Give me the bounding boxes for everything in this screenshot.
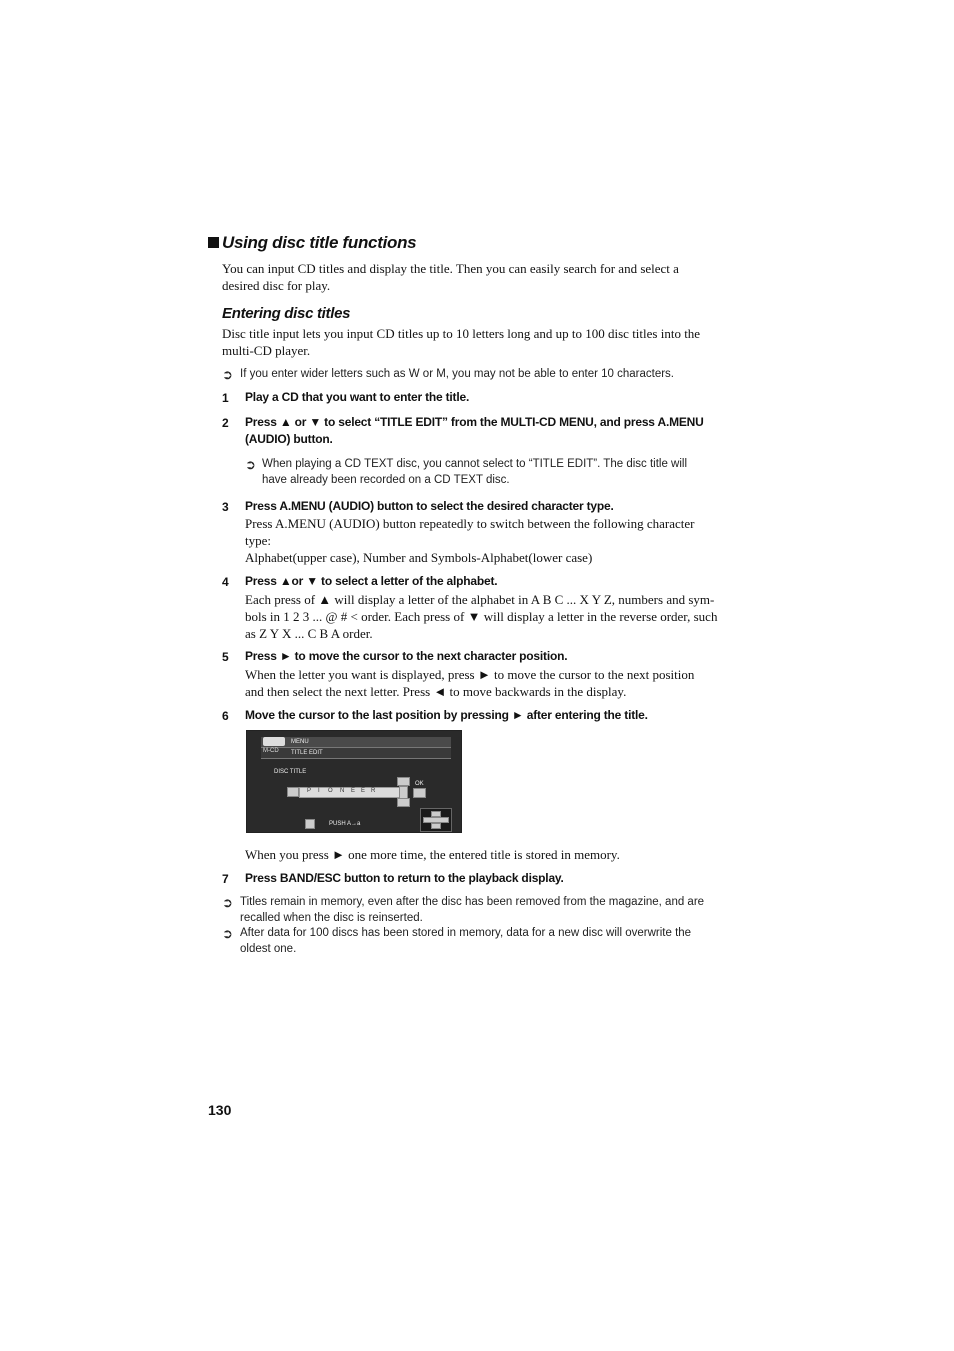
screen-char: N	[340, 788, 345, 794]
subsection-title: Entering disc titles	[222, 305, 351, 322]
step-5-number: 5	[222, 650, 229, 664]
step-3-heading: Press A.MENU (AUDIO) button to select the desired character type.	[245, 499, 614, 513]
note-wide-letters: ➲ If you enter wider letters such as W or M, you may not be able to enter 10 characters.	[222, 367, 675, 382]
screen-char: E	[351, 788, 356, 794]
screen-ok-label: OK	[415, 781, 424, 787]
screen-left-key-icon	[287, 787, 299, 797]
screen-char: E	[361, 788, 366, 794]
title-edit-screen-image	[246, 730, 462, 833]
page-number: 130	[208, 1102, 232, 1118]
step-4-body: Each press of ▲ will display a letter of the alphabet in A B C ... X Y Z, numbers and sym- bols in 1 2 3 ... @ # < order. Each press of ▼ will display a letter in the reverse order, such as Z Y X ... C B A order.	[245, 592, 718, 641]
step-7-number: 7	[222, 872, 229, 886]
screen-char: O	[328, 788, 333, 794]
step-1-heading: Play a CD that you want to enter the title.	[245, 390, 470, 404]
screen-logo-icon	[263, 737, 285, 746]
step-2-note: ➲ When playing a CD TEXT disc, you cannot select to “TITLE EDIT”. The disc title will have already been recorded on a CD TEXT disc.	[245, 457, 688, 486]
screen-disc-title-label: DISC TITLE	[274, 769, 307, 775]
subsection-intro: Disc title input lets you input CD titles up to 10 letters long and up to 100 disc titles into the multi-CD player.	[222, 326, 701, 358]
screen-title-bar	[261, 748, 451, 759]
screen-push-label: PUSH A→a	[329, 821, 361, 827]
screen-keypad-icon	[420, 808, 452, 832]
step-6-after-text: When you press ► one more time, the entered title is stored in memory.	[245, 847, 620, 862]
step-6-number: 6	[222, 709, 229, 723]
screen-down-key-icon	[397, 798, 410, 807]
screen-mode-label: M-CD	[263, 748, 279, 754]
step-1-number: 1	[222, 391, 229, 405]
note-overwrite: ➲ After data for 100 discs has been stored in memory, data for a new disc will overwrite the oldest one.	[222, 926, 692, 955]
note-arrow-icon: ➲	[222, 895, 233, 910]
screen-char: I	[318, 788, 320, 794]
step-3-body: Press A.MENU (AUDIO) button repeatedly to switch between the following character type: Alphabet(upper case), Number and Symbols-Alphabet(lower case)	[245, 516, 695, 565]
screen-up-key-icon	[397, 777, 410, 786]
screen-ok-key-icon	[413, 788, 426, 798]
step-2-heading: Press ▲ or ▼ to select “TITLE EDIT” from the MULTI-CD MENU, and press A.MENU (AUDIO) button.	[245, 415, 704, 446]
screen-char: R	[371, 788, 376, 794]
step-4-heading: Press ▲or ▼ to select a letter of the alphabet.	[245, 574, 498, 588]
note-arrow-icon: ➲	[245, 457, 256, 472]
step-7-heading: Press BAND/ESC button to return to the playback display.	[245, 871, 564, 885]
step-4-number: 4	[222, 575, 229, 589]
screen-char: P	[307, 788, 312, 794]
note-titles-memory: ➲ Titles remain in memory, even after the disc has been removed from the magazine, and are recalled when the disc is reinserted.	[222, 895, 705, 924]
step-5-heading: Press ► to move the cursor to the next character position.	[245, 649, 568, 663]
step-2-number: 2	[222, 416, 229, 430]
step-5-body: When the letter you want is displayed, press ► to move the cursor to the next position and then select the next letter. Press ◄ to move backwards in the display.	[245, 667, 695, 699]
screen-title-edit-label: TITLE EDIT	[291, 750, 323, 756]
screen-title-field	[299, 787, 401, 798]
note-arrow-icon: ➲	[222, 367, 233, 382]
screen-menu-bar	[261, 737, 451, 748]
screen-menu-label: MENU	[291, 739, 309, 745]
step-6-heading: Move the cursor to the last position by pressing ► after entering the title.	[245, 708, 648, 722]
square-bullet-icon	[208, 237, 219, 248]
intro-paragraph: You can input CD titles and display the title. Then you can easily search for and select a desired disc for play.	[222, 261, 679, 293]
step-3-number: 3	[222, 500, 229, 514]
note-arrow-icon: ➲	[222, 926, 233, 941]
screen-push-key-icon	[305, 819, 315, 829]
section-title: Using disc title functions	[208, 233, 416, 253]
